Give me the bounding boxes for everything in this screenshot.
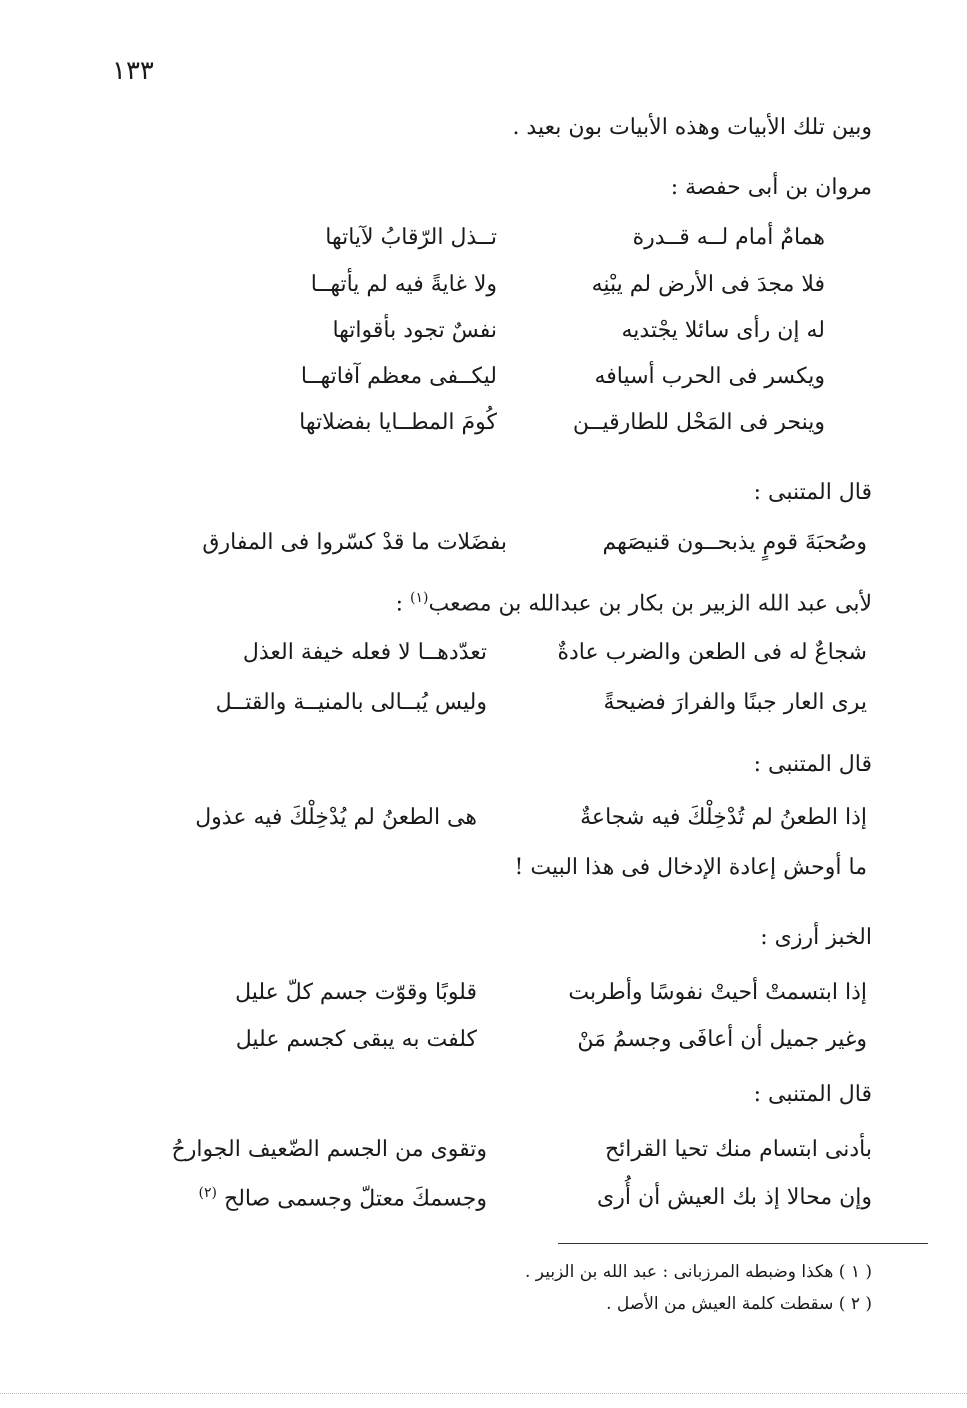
verse-first-hemistich: وصُحبَةَ قومٍ يذبحــون قنيصَهم xyxy=(602,530,867,555)
verse-second-hemistich: تــذل الرّقابُ لآياتها xyxy=(325,225,497,250)
intro-line: وبين تلك الأبيات وهذه الأبيات بون بعيد . xyxy=(512,115,872,140)
verse-first-hemistich: وغير جميل أن أعافَى وجسمُ مَنْ xyxy=(577,1027,867,1052)
verse-second-hemistich: بفضَلات ما قدْ كسّروا فى المفارق xyxy=(202,530,507,555)
scan-edge-divider xyxy=(0,1393,967,1394)
section-heading: مروان بن أبى حفصة : xyxy=(670,175,872,200)
verse-second-hemistich: كُومَ المطــايا بفضلاتها xyxy=(299,410,497,435)
verse-first-hemistich: شجاعٌ له فى الطعن والضرب عادةٌ xyxy=(557,640,867,665)
heading-tail: : xyxy=(395,591,411,617)
page-number: ١٣٣ xyxy=(112,56,154,86)
verse-second-hemistich xyxy=(199,1185,487,1211)
footnote-marker: (١) xyxy=(410,590,429,606)
section-heading xyxy=(396,590,872,616)
footnote: ( ٢ ) سقطت كلمة العيش من الأصل . xyxy=(606,1294,872,1314)
verse-second-hemistich: نفسٌ تجود بأقواتها xyxy=(332,318,497,343)
verse-first-hemistich: إذا ابتسمتْ أحيتْ نفوسًا وأطربت xyxy=(568,980,867,1005)
verse-first-hemistich: بأدنى ابتسام منك تحيا القرائح xyxy=(604,1137,872,1162)
verse-first-hemistich: وينحر فى المَحْل للطارقيــن xyxy=(572,410,825,435)
verse-second-hemistich: وليس يُبــالى بالمنيــة والقتــل xyxy=(215,690,487,715)
section-heading: قال المتنبى : xyxy=(753,1082,872,1107)
heading-text: لأبى عبد الله الزبير بن بكار بن عبدالله بن مصعب xyxy=(428,591,872,617)
footnote-divider xyxy=(558,1243,928,1244)
section-heading: قال المتنبى : xyxy=(753,480,872,505)
verse-first-hemistich: ويكسر فى الحرب أسيافه xyxy=(594,364,825,389)
verse-text: وجسمكَ معتلّ وجسمى صالح xyxy=(224,1186,487,1212)
verse-second-hemistich: قلوبًا وقوّت جسم كلّ عليل xyxy=(235,980,477,1005)
verse-first-hemistich: إذا الطعنُ لم تُدْخِلْكَ فيه شجاعةٌ xyxy=(580,805,867,830)
verse-second-hemistich: هى الطعنُ لم يُدْخِلْكَ فيه عذول xyxy=(195,805,477,830)
verse-second-hemistich: وتقوى من الجسم الضّعيف الجوارحُ xyxy=(171,1137,487,1162)
footnote-marker: (٢) xyxy=(198,1185,218,1201)
commentary-line: ما أوحش إعادة الإدخال فى هذا البيت ! xyxy=(514,855,867,880)
verse-first-hemistich: همامٌ أمام لــه قــدرة xyxy=(632,225,825,250)
section-heading: الخبز أرزى : xyxy=(760,925,872,950)
footnote: ( ١ ) هكذا وضبطه المرزبانى : عبد الله بن الزبير . xyxy=(525,1262,872,1282)
verse-second-hemistich: ليكــفى معظم آفاتهــا xyxy=(300,364,497,389)
verse-first-hemistich: فلا مجدَ فى الأرض لم يبْنِه xyxy=(591,272,825,297)
verse-second-hemistich: تعدّدهــا لا فعله خيفة العذل xyxy=(242,640,487,665)
section-heading: قال المتنبى : xyxy=(753,752,872,777)
verse-first-hemistich: يرى العار جبنًا والفرارَ فضيحةً xyxy=(603,690,867,715)
verse-second-hemistich: كلفت به يبقى كجسم عليل xyxy=(235,1027,477,1052)
verse-first-hemistich: وإن محالا إذ بك العيش أن أُرى xyxy=(597,1185,872,1210)
verse-first-hemistich: له إن رأى سائلا يجْتديه xyxy=(621,318,825,343)
verse-second-hemistich: ولا غايةً فيه لم يأتهــا xyxy=(310,272,497,297)
